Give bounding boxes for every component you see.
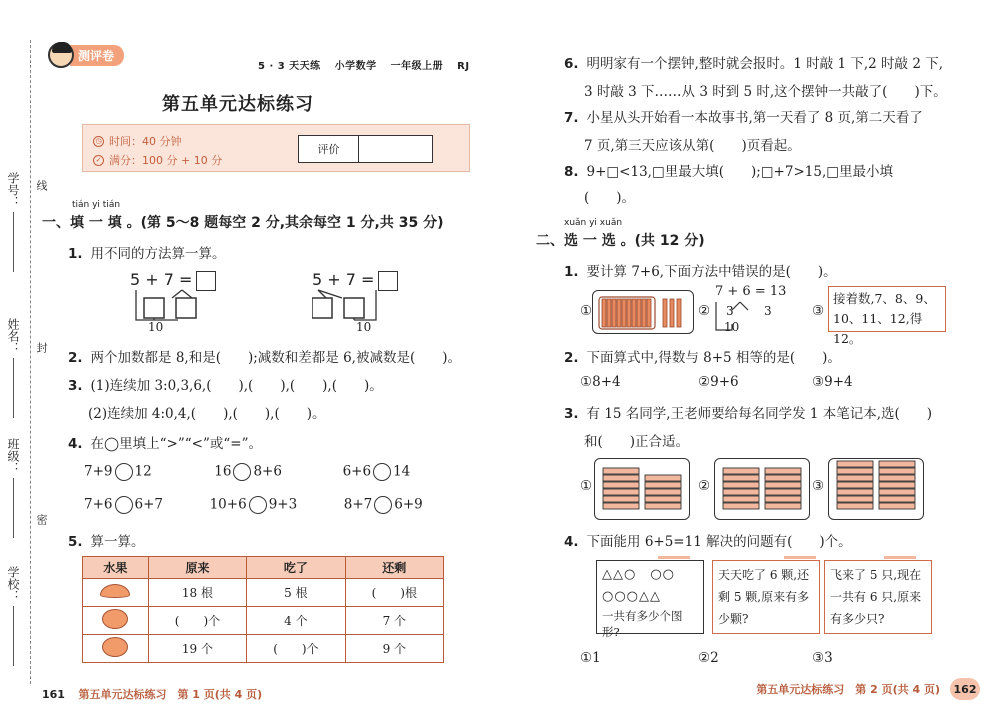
s2-option-2[interactable]: ②9+6 — [698, 374, 739, 390]
question-5: 5. 算一算。 — [68, 534, 145, 550]
question-3-line-2: (2)连续加 4:0,4,( ),( ),( )。 — [88, 406, 326, 422]
s3-option-3[interactable]: ③ — [812, 478, 825, 494]
table-row: ( )个 4 个 7 个 — [83, 607, 444, 635]
page-number: 162 — [950, 678, 980, 700]
evaluation-box — [298, 135, 433, 163]
story-eating: 天天吃了 6 颗,还剩 5 颗,原来有多少颗? — [712, 560, 820, 634]
page-title: 第五单元达标练习 — [162, 94, 314, 115]
section2-pinyin: xuǎn yi xuǎn — [564, 218, 623, 228]
story-shapes: △△○ ○○ ○○○△△ 一共有多少个图形? — [596, 560, 704, 634]
column-header: 还剩 — [345, 557, 443, 579]
counting-sticks-picture — [592, 290, 694, 334]
cut-mark: 封 — [35, 342, 48, 353]
column-header: 水果 — [83, 557, 149, 579]
split-left: 3 — [726, 304, 734, 318]
s4-option-3[interactable]: ③3 — [812, 650, 833, 666]
book-header — [258, 57, 480, 72]
notebooks-graphic — [595, 459, 691, 521]
footer-note: 第五单元达标练习 第 2 页(共 4 页) — [756, 683, 940, 696]
time-row: ◷ 时间：40 分钟 — [93, 133, 182, 149]
compare-circle[interactable] — [374, 496, 392, 514]
compare-circle[interactable] — [373, 463, 391, 481]
option-1-label[interactable]: ① — [580, 303, 593, 319]
school-field: 学校： — [4, 566, 22, 670]
cut-mark: 密 — [35, 514, 48, 525]
compare-row-2: 7+6 6+7 10+6 9+3 8+7 6+9 — [84, 496, 423, 513]
split-right: 3 — [764, 304, 772, 318]
select-question-4: 4. 下面能用 6+5=11 解决的问题有( )个。 — [564, 534, 852, 550]
question-7-line-2: 7 页,第三天应该从第( )页看起。 — [584, 138, 801, 154]
table-header-row — [83, 557, 444, 579]
section2-title: 二、选 一 选 。(共 12 分) — [536, 233, 705, 249]
orange-icon — [102, 637, 128, 657]
apple-icon — [102, 609, 128, 629]
question-2: 2. 两个加数都是 8,和是( );减数和差都是 6,被减数是( )。 — [68, 350, 461, 366]
section1-pinyin: tián yi tián — [72, 200, 121, 210]
cut-line — [30, 40, 31, 684]
select-question-1: 1. 要计算 7+6,下面方法中错误的是( )。 — [564, 264, 837, 280]
exam-info-box — [82, 124, 470, 172]
question-8-line-2: ( )。 — [584, 190, 636, 206]
fruit-table — [82, 556, 444, 663]
question-4: 4. 在◯里填上“>”“<”或“=”。 — [68, 436, 262, 452]
right-footer — [756, 678, 980, 700]
ten-label: 10 — [148, 320, 164, 334]
compare-circle[interactable] — [115, 463, 133, 481]
decomposition-figure-1: 5 + 7 = 10 — [130, 270, 250, 340]
class-field: 班级： — [4, 438, 22, 542]
left-footer — [42, 686, 262, 702]
question-6-line-1: 6. 明明家有一个摆钟,整时就会报时。1 时敲 1 下,2 时敲 2 下, — [564, 56, 944, 72]
question-7-line-1: 7. 小星从头开始看一本故事书,第一天看了 8 页,第二天看了 — [564, 110, 923, 126]
name-field: 姓名： — [4, 318, 22, 422]
eval-label: 评价 — [299, 136, 359, 162]
compare-circle[interactable] — [233, 463, 251, 481]
right-page — [536, 0, 980, 714]
question-3-line-1: 3. (1)连续加 3:0,3,6,( ),( ),( ),( )。 — [68, 378, 383, 394]
clock-icon: ◷ — [93, 136, 104, 147]
s4-option-1[interactable]: ①1 — [580, 650, 601, 666]
cut-mark: 线 — [35, 180, 48, 191]
s2-option-1[interactable]: ①8+4 — [580, 374, 621, 390]
story-birds: 飞来了 5 只,现在一共有 6 只,原来有多少只? — [824, 560, 932, 634]
compare-circle[interactable] — [115, 496, 133, 514]
student-id-field: 学号： — [4, 172, 22, 276]
s3-option-1[interactable]: ① — [580, 478, 593, 494]
notebooks-graphic — [829, 459, 925, 521]
column-header: 吃了 — [247, 557, 345, 579]
column-header: 原来 — [148, 557, 246, 579]
banana-icon — [100, 584, 130, 598]
eval-blank[interactable] — [359, 136, 432, 162]
option-3-label[interactable]: ③ — [812, 303, 825, 319]
series-name: 5 · 3 天天练 — [258, 61, 321, 72]
left-page — [42, 0, 497, 714]
question-8-line-1: 8. 9+□<13,□里最大填( );□+7>15,□里最小填 — [564, 164, 893, 180]
method-2-equation: 7 + 6 = 13 — [715, 284, 787, 299]
notebooks-picture-2 — [714, 458, 810, 520]
footer-note: 第五单元达标练习 第 1 页(共 4 页) — [78, 688, 263, 701]
grade: 一年级上册 — [390, 61, 444, 72]
question-1: 1. 用不同的方法算一算。 — [68, 246, 226, 262]
sticks-graphic — [593, 291, 695, 335]
page-number: 161 — [42, 688, 65, 701]
binding-strip — [0, 0, 48, 714]
test-badge — [48, 42, 124, 68]
ten-label: 10 — [356, 320, 372, 334]
split-ten: 10 — [724, 320, 740, 334]
select-question-3-line-2: 和( )正合适。 — [584, 434, 690, 450]
s2-option-3[interactable]: ③9+4 — [812, 374, 853, 390]
notebooks-picture-3 — [828, 458, 924, 520]
option-2-label[interactable]: ② — [698, 303, 711, 319]
compare-circle[interactable] — [249, 496, 267, 514]
subject: 小学数学 — [334, 61, 377, 72]
score-row: ✓ 满分：100 分 + 10 分 — [93, 152, 222, 168]
compare-row-1: 7+9 12 16 8+6 6+6 14 — [84, 463, 411, 480]
decomposition-figure-2: 5 + 7 = 10 — [312, 270, 432, 340]
s4-option-2[interactable]: ②2 — [698, 650, 719, 666]
table-row: 18 根 5 根 ( )根 — [83, 579, 444, 607]
counting-method-box: 接着数,7、8、9、10、11、12,得 12。 — [828, 286, 946, 332]
select-question-2: 2. 下面算式中,得数与 8+5 相等的是( )。 — [564, 350, 841, 366]
check-icon: ✓ — [93, 155, 104, 166]
notebooks-picture-1 — [594, 458, 690, 520]
table-row: 19 个 ( )个 9 个 — [83, 635, 444, 663]
badge-label: 测评卷 — [70, 45, 124, 66]
edition: RJ — [457, 61, 470, 72]
question-6-line-2: 3 时敲 3 下……从 3 时到 5 时,这个摆钟一共敲了( )下。 — [584, 84, 947, 100]
cartoon-girl-icon — [48, 42, 74, 68]
section1-title: 一、填 一 填 。(第 5～8 题每空 2 分,其余每空 1 分,共 35 分) — [42, 215, 444, 231]
s3-option-2[interactable]: ② — [698, 478, 711, 494]
method-2-split-lines — [710, 300, 790, 350]
decomposition-lines — [312, 270, 432, 340]
select-question-3-line-1: 3. 有 15 名同学,王老师要给每名同学发 1 本笔记本,选( ) — [564, 406, 933, 422]
notebooks-graphic — [715, 459, 811, 521]
